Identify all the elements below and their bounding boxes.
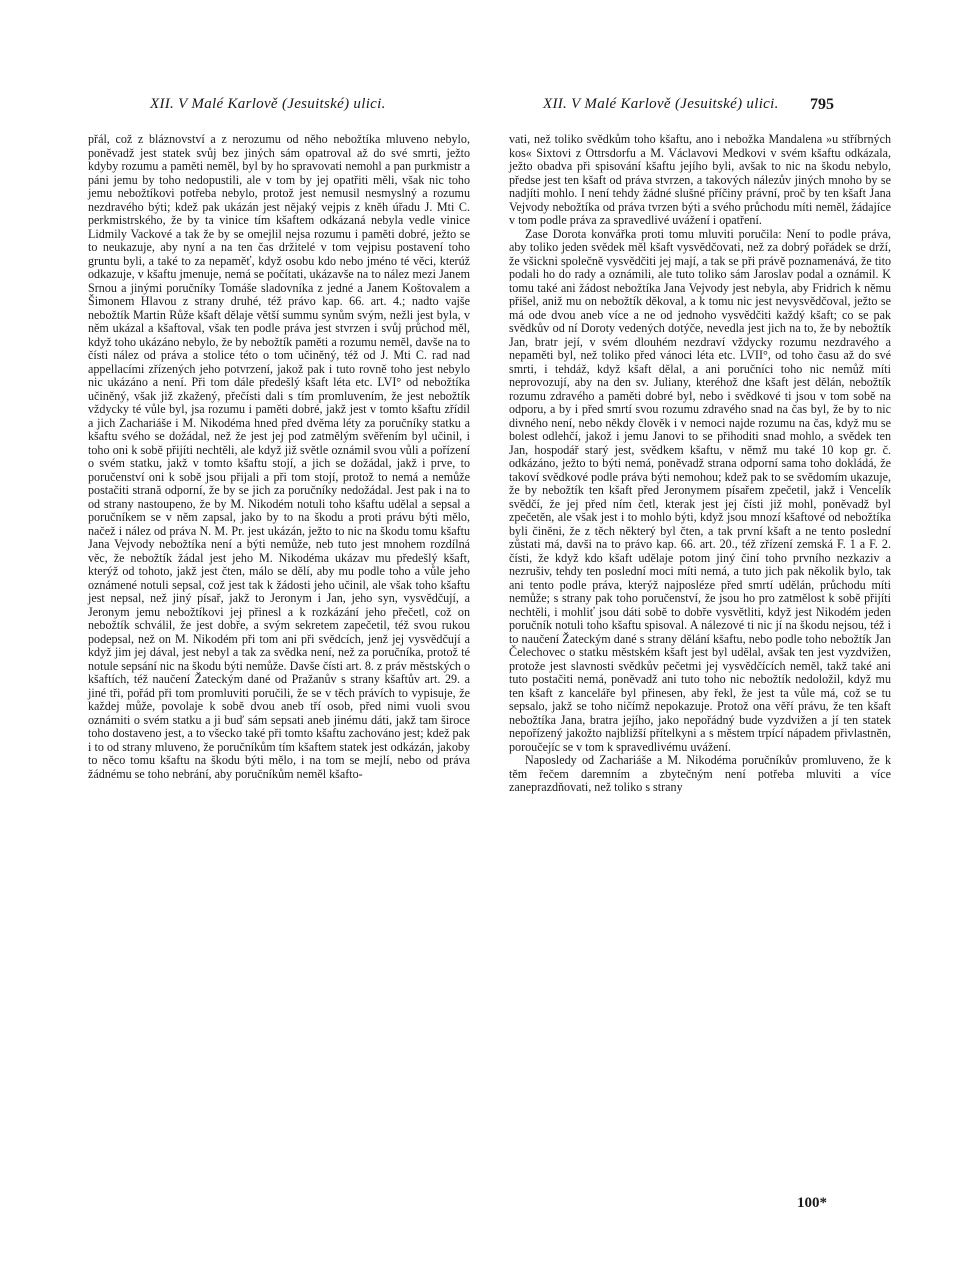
left-paragraph-1: přál, což z bláznovství a z nerozumu od něho nebožtíka mluveno nebylo, poněvadž jest statek svůj bez jiných sám opatroval až do své smrti, ježto kdyby rozumu a paměti neměl, byl by ho spravovati nemohl a pan purkmistr a páni jemu by toho nedopustili, ale v tom by jej opatřiti měli, však nic toho jemu nebožtíkovi potřeba nebylo, protož jest nemusil nesmyslný a rozumu nezdravého býti; kdež pak ukázán jest nějaký vejpis z kněh úřadu J. Mti C. perkmistrského, že by ta vinice tím kšaftem odkázaná nebyla vedle vinice Lidmily Vackové a tak že by se omejlil nejsa rozumu i paměti dobré, ježto se to neukazuje, aby nyní a na ten čas držitelé v tom vejpisu postavení toho gruntu byli, a také to za nepaměť, když osobu kdo nebo jméno té věci, kterúž odkazuje, v kšaftu jmenuje, nemá se počítati, ukázavše na to nález mezi Janem Srnou a jinými poručníky Tomáše sladovníka z jedné a Janem Koštovalem a Šimonem Hlavou z strany druhé, též právo kap. 66. art. 4.; nadto vajše nebožtík Martin Růže kšaft dělaje větší summu synům svým, nežli jest byla, v něm ukázal a kšaftoval, však ten podle práva jest stvrzen i svůj průchod měl, když toho ukázáno nebylo, že by nebožtík paměti a rozumu neměl, davše na to čísti nález od práva a stolice této o tom učiněný, též od J. Mti C. rad nad appellacími zřízených jeho potvrzení, jakož pak i tuto rovně toho jest nebylo nic ukázáno a není. Při tom dále předešlý kšaft léta etc. LVI° od nebožtíka učiněný, však již zkažený, přečísti dali s tím promluvením, že jest nebožtík vždycky té vůle byl, jsa rozumu i paměti dobré, jakž jest v tomto kšaftu zřídil a jich Zachariáše i M. Nikodéma hned před dvěma léty za poručníky statku a kšaftu svého se dožádal, než že jest jej pod zatmělým svěřením byl učinil, i toho oni k sobě přijíti nechtěli, ale když již světle oznámil svou vůli a pořízení o svém statku, jakž v tomto kšaftu stojí, a jich se dožádal, jakž i prve, to poručenství oni k sobě jsou přijali a při tom stojí, protož to nemá a nemůže postačiti strană odporní, že by se jich za poručníky nedožádal. Jest pak i na to od strany nastoupeno, že by M. Nikodém notuli toho kšaftu udělal a sepsal a poručníkem se v něm zapsal, jako by to na škodu a proti právu býti mělo, načež i nález od práva N. M. Pr. jest ukázán, ježto to nic na škodu tomu kšaftu Jana Vejvody nebožtíka není a býti nemůže, neb tuto jest mnohem rozdílná věc, že nebožtík žádal jest jeho M. Nikodéma ukázav mu předešlý kšaft, kterýž od tohoto, jakž jest čten, málo se dělí, aby mu podle toho a vůle jeho oznámené notuli sepsal, což jest tak k žádosti jeho učinil, ale však toho kšaftu jest nepsal, než jiný písař, jakž to Jeronym i Jan, jeho syn, vysvědčují, a Jeronym jemu nebožtíkovi jej přinesl a k rozkázání jeho přečetl, což on nebožtík schválil, že jest dobře, a svým sekretem zapečetil, též svou rukou podepsal, než on M. Nikodém při tom ani při svědcích, jenž jej vysvědčují a když jim jej dával, jest nebyl a tak za svědka není, než za poručníka, protož té notule sepsání nic na škodu býti nemůže. Davše čísti art. 8. z práv městských o kšaftích, též naučení Žateckým dané od Pražanův s strany kšaftův art. 29. a jiné tři, pořád při tom promluviti poručili, že se v těch právích to vypisuje, že každej může, povolaje k sobě dvou aneb tří osob, před nimi vuoli svou oznámiti o svém statku a ji buď sám sepsati aneb jinému dáti, jakž tam široce toho dostaveno jest, a to všecko také při tomto kšaftu zachováno jest; kdež pak i to od strany mluveno, že poručníkům tím kšaftem statek jest odkázán, jakoby to něco tomu kšaftu na škodu býti mělo, i na tom se mejlí, nebo od práva žádnému se toho nebrání, aby poručníkům neměl kšafto- <box>88 132 470 781</box>
right-column <box>509 133 891 795</box>
right-paragraph-3: Naposledy od Zachariáše a M. Nikodéma poručníkův promluveno, že k těm řečem daremním a zbytečným není potřeba mluviti a více zaneprazdňovati, než toliko s strany <box>509 753 891 794</box>
page-number: 795 <box>810 96 834 113</box>
running-title-right: XII. V Malé Karlově (Jesuitské) ulici. <box>543 96 779 112</box>
signature-mark: 100* <box>797 1195 827 1211</box>
running-title-left: XII. V Malé Karlově (Jesuitské) ulici. <box>150 96 386 112</box>
running-header <box>0 96 960 120</box>
right-paragraph-1: vati, než toliko svědkům toho kšaftu, ano i nebožka Mandalena »u stříbrných kos« Sixtovi z Ottrsdorfu a M. Václavovi Medkovi v svém kšaftu odkázala, ježto obadva při spisování kšaftu jejího byli, avšak to nic na škodu nebylo, předse jest ten kšaft od práva stvrzen, a takových nálezův jiných mnoho by se nadjíti mohlo. I není tehdy žádné slušné příčiny právní, proč by ten kšaft Jana Vejvody nebožtíka od práva tvrzen býti a svého průchodu míti neměl, žádajíce v tom podle práva za spravedlivé uvážení i opatření. <box>509 132 891 227</box>
right-paragraph-2: Zase Dorota konvářka proti tomu mluviti poručila: Není to podle práva, aby toliko jeden svědek měl kšaft vysvědčovati, než za dobrý pořádek se drží, že všickni společně vysvědčiti jej mají, a tak se při právě poznamenává, že tito podali ho do rady a oznámili, ale tuto toliko sám Jaroslav podal a oznámil. K tomu také ani žádost nebožtíka Jana Vejvody jest nebyla, aby Fridrich k němu přišel, aniž mu on nebožtík děkoval, a k tomu nic jest nevysvědčoval, ježto se má ode dvou aneb více a ne od jednoho vysvědčiti každý kšaft; co se pak svědkův od ní Doroty vedených dotýče, nevedla jest jich na to, že by nebožtík Jan, bratr její, v svém dlouhém nezdraví vždycky rozumu nezdravého a nepaměti byl, než toliko před vánoci léta etc. LVII°, od toho času až do své smrti, i tehdáž, když kšaft dělal, a ani poručníci toho nic nemůž míti neprovozují, aby na den sv. Juliany, kteréhož dne kšaft jest dělán, nebožtík rozumu zdravého a paměti dobré byl, nebo i svědkové ti jsou v tom sobě na odporu, a by i před smrtí svou rozumu zdravého snad na čas byl, že by to nic divného není, nebo někdy člověk i v nemoci najde rozumu na čas, když mu se bolest odlehčí, jakož i jemu Janovi to se přihoditi snad mohlo, a svědek ten Jan, hospodář starý jest, svědkem kšaftu, v němž mu také 10 kop gr. č. odkázáno, ježto to býti nemá, poněvadž strana odporní sama toho dokládá, že takoví svědkové podle práva býti nemohou; kdež pak to se svědomím ukazuje, že by nebožtík ten kšaft před Jeronymem písařem zpečetil, jakž i Vencelík svědčí, že jej před ním četl, kterak jest jej čísti již mohl, poněvadž byl zpečetěn, ale však jest i to mohlo býti, když jsou mnozí kšaftové od nebožtíka byli činěni, že z těch některý byl čten, a tak první kšaft a ne tento poslední zůstati má, davši na to právo kap. 66. art. 20., též zřízení zemská F. 1 a F. 2. čísti, že když kdo kšaft udělaje potom jiný činí toho prvního nezkaziv a nezrušiv, tehdy ten poslední moci míti nemá, a tuto jich pak několik bylo, tak ani tento podle práva, kterýž najposléze před smrtí udělán, průchodu míti nemůže; s strany pak toho poručenství, že jsou ho pro zatmělost k sobě přijíti nechtěli, i mohliť jsou dáti sobě to dobře vysvětliti, když jest Nikodém jeden poručník notuli toho kšaftu spisoval. A nálezové ti nic jí na škodu nejsou, též i to naučení Žateckým dané s strany dělání kšaftu, nebo podle toho nebožtík Jan Čelechovec o statku městském kšaft jest byl udělal, avšak ten jest vyzdvižen, protože jest slavnosti svědkův pečetmi jej vysvědčících neměl, takž také ani tuto postačiti nemá, poněvadž ani tuto toho nic nebožtík nedoložil, když mu ten kšaft z kanceláře byl přinesen, aby řekl, že jest ta vůle má, což se tu sepsalo, jakž se toho ničímž nepokazuje. Protož ona věří právu, že ten kšaft nebožtíka Jana, bratra jejího, jako nepořádný bude vyzdvižen a jí ten statek nepořízený jakožto najbližší přítelkyni a s městem trpící nápadem přivlastněn, poroučejíc se v tom k spravedlivému uvážení. <box>509 226 891 754</box>
left-column <box>88 133 470 781</box>
